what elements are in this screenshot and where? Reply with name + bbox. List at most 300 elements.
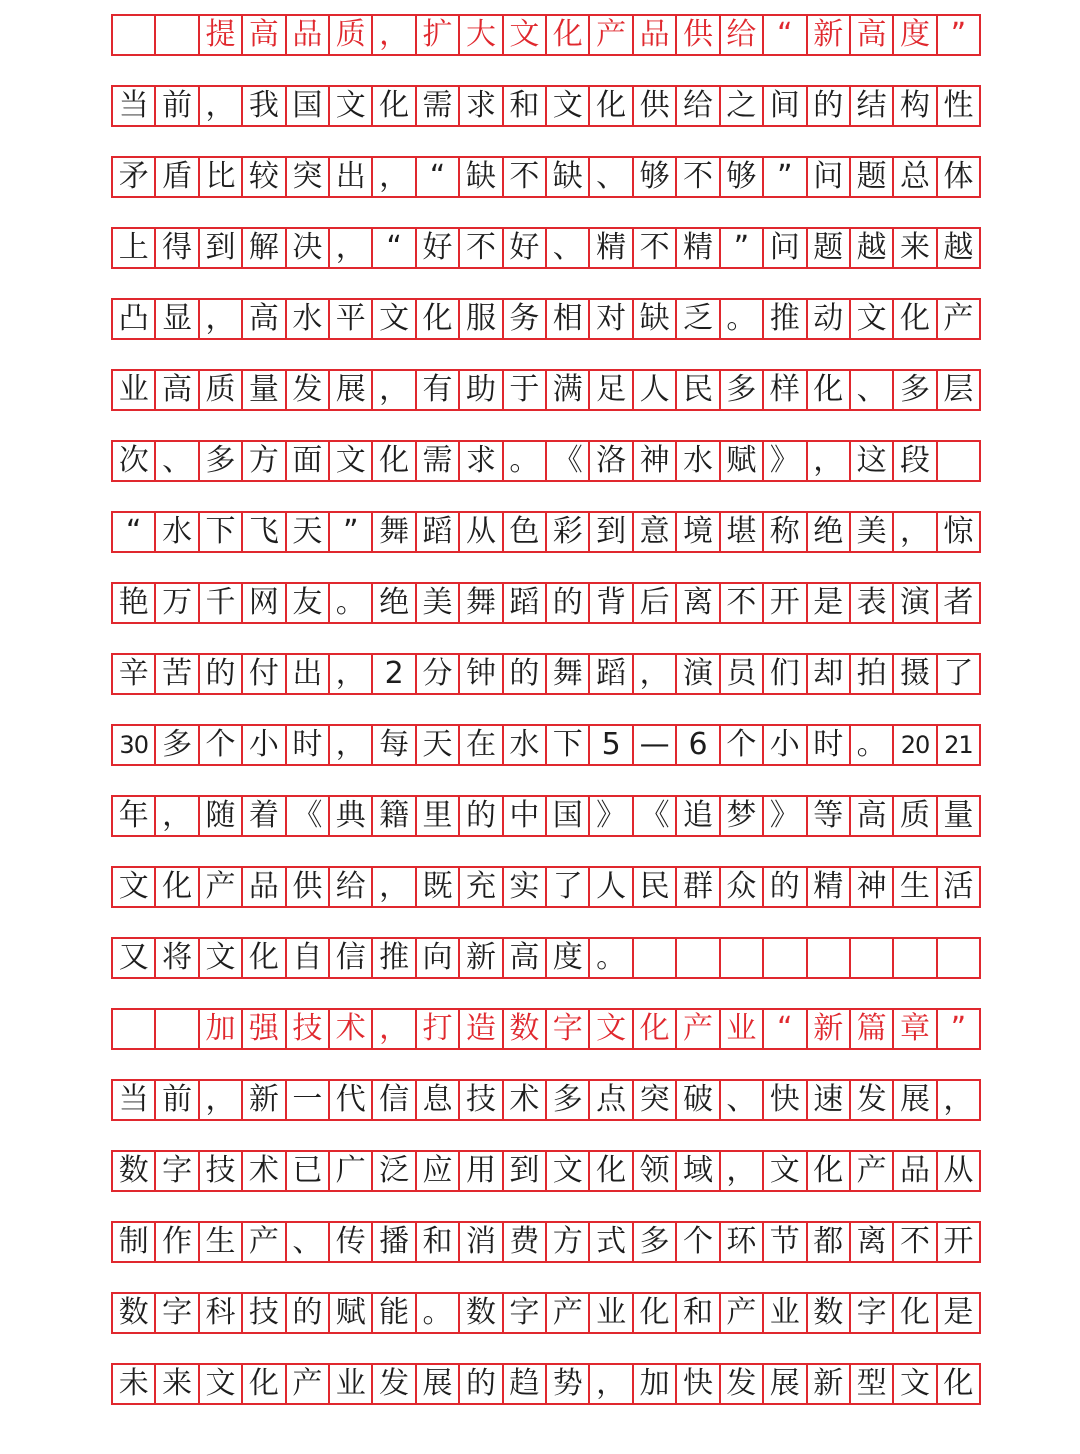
grid-cell: 美	[851, 513, 894, 551]
grid-cell: 于	[504, 371, 547, 409]
grid-cell: 下	[547, 726, 590, 764]
grid-cell: 的	[764, 868, 807, 906]
grid-cell: 化	[808, 371, 851, 409]
grid-cell: 术	[504, 1081, 547, 1119]
grid-cell: 产	[851, 1152, 894, 1190]
grid-cell: 化	[590, 1152, 633, 1190]
grid-cell: 结	[851, 87, 894, 125]
grid-cell	[156, 1010, 199, 1048]
grid-cell: 环	[721, 1223, 764, 1261]
grid-cell: 精	[808, 868, 851, 906]
composition-grid-paper	[111, 14, 981, 1454]
grid-cell: 化	[894, 300, 937, 338]
grid-cell: 样	[764, 371, 807, 409]
grid-cell: 舞	[373, 513, 416, 551]
grid-cell: 用	[460, 1152, 503, 1190]
grid-cell: 。	[851, 726, 894, 764]
grid-cell: 产	[590, 16, 633, 54]
grid-cell: 化	[243, 1365, 286, 1403]
grid-cell: 每	[373, 726, 416, 764]
grid-cell: 品	[634, 16, 677, 54]
grid-cell: 新	[808, 1010, 851, 1048]
grid-cell: 到	[504, 1152, 547, 1190]
grid-cell: 相	[547, 300, 590, 338]
grid-cell: 给	[677, 87, 720, 125]
grid-cell: ”	[938, 16, 981, 54]
grid-cell: ，	[373, 16, 416, 54]
grid-cell: 活	[938, 868, 981, 906]
grid-cell: 字	[851, 1294, 894, 1332]
grid-cell: 意	[634, 513, 677, 551]
grid-cell: 解	[243, 229, 286, 267]
grid-cell: 次	[113, 442, 156, 480]
grid-cell: 数	[113, 1152, 156, 1190]
grid-cell: 化	[634, 1294, 677, 1332]
grid-cell: 充	[460, 868, 503, 906]
grid-cell: 、	[287, 1223, 330, 1261]
grid-cell: 时	[808, 726, 851, 764]
grid-cell: 不	[460, 229, 503, 267]
grid-cell: 精	[677, 229, 720, 267]
grid-cell: 动	[808, 300, 851, 338]
grid-cell: 化	[634, 1010, 677, 1048]
grid-cell: 这	[851, 442, 894, 480]
grid-cell: 水	[504, 726, 547, 764]
grid-cell: 是	[808, 584, 851, 622]
grid-cell: 们	[764, 655, 807, 693]
grid-cell: ，	[721, 1152, 764, 1190]
grid-cell: 广	[330, 1152, 373, 1190]
grid-cell: 高	[243, 16, 286, 54]
grid-cell: 水	[287, 300, 330, 338]
grid-cell: 应	[417, 1152, 460, 1190]
grid-cell: 称	[764, 513, 807, 551]
text-row	[111, 1292, 981, 1334]
grid-cell: 问	[808, 158, 851, 196]
grid-cell: 技	[460, 1081, 503, 1119]
grid-cell: 点	[590, 1081, 633, 1119]
grid-cell: 产	[200, 868, 243, 906]
grid-cell: 化	[938, 1365, 981, 1403]
grid-cell: 供	[677, 16, 720, 54]
grid-cell: 化	[808, 1152, 851, 1190]
grid-cell	[851, 939, 894, 977]
grid-cell: 当	[113, 1081, 156, 1119]
grid-cell: ”	[938, 1010, 981, 1048]
grid-cell: 产	[547, 1294, 590, 1332]
grid-cell: 业	[764, 1294, 807, 1332]
grid-cell: 打	[417, 1010, 460, 1048]
grid-cell: 籍	[373, 797, 416, 835]
grid-cell: 题	[851, 158, 894, 196]
grid-cell: 的	[504, 655, 547, 693]
grid-cell: 业	[113, 371, 156, 409]
grid-cell: 决	[287, 229, 330, 267]
grid-cell: 高	[243, 300, 286, 338]
grid-cell: 质	[330, 16, 373, 54]
grid-cell: 。	[504, 442, 547, 480]
grid-cell: 员	[721, 655, 764, 693]
grid-cell: 蹈	[417, 513, 460, 551]
grid-cell: 舞	[460, 584, 503, 622]
grid-cell: 字	[156, 1152, 199, 1190]
grid-cell: 产	[938, 300, 981, 338]
grid-cell: 传	[330, 1223, 373, 1261]
grid-cell: ，	[156, 797, 199, 835]
grid-cell: 供	[287, 868, 330, 906]
grid-cell: 供	[634, 87, 677, 125]
grid-cell: 绝	[373, 584, 416, 622]
grid-cell: ，	[200, 300, 243, 338]
grid-cell: 业	[330, 1365, 373, 1403]
grid-cell: “	[113, 513, 156, 551]
grid-cell: 《	[287, 797, 330, 835]
grid-cell: 洛	[590, 442, 633, 480]
grid-cell: 。	[590, 939, 633, 977]
grid-cell: 凸	[113, 300, 156, 338]
grid-cell: 加	[634, 1365, 677, 1403]
grid-cell: 又	[113, 939, 156, 977]
grid-cell: 开	[764, 584, 807, 622]
grid-cell: 矛	[113, 158, 156, 196]
grid-cell: 不	[721, 584, 764, 622]
grid-cell: 数	[808, 1294, 851, 1332]
grid-cell: 梦	[721, 797, 764, 835]
grid-cell: 高	[504, 939, 547, 977]
grid-cell: 高	[851, 16, 894, 54]
grid-cell: 需	[417, 87, 460, 125]
grid-cell: 化	[156, 868, 199, 906]
grid-cell: 文	[200, 939, 243, 977]
grid-cell: 的	[460, 797, 503, 835]
grid-cell: 追	[677, 797, 720, 835]
grid-cell: 网	[243, 584, 286, 622]
grid-cell: ，	[808, 442, 851, 480]
grid-cell: 惊	[938, 513, 981, 551]
grid-cell: 了	[938, 655, 981, 693]
grid-cell: 钟	[460, 655, 503, 693]
grid-cell: 给	[330, 868, 373, 906]
grid-cell	[938, 939, 981, 977]
grid-cell: 21	[938, 726, 981, 764]
grid-cell: 数	[504, 1010, 547, 1048]
grid-cell: 有	[417, 371, 460, 409]
grid-cell: 量	[938, 797, 981, 835]
grid-cell: 展	[330, 371, 373, 409]
grid-cell: 务	[504, 300, 547, 338]
grid-cell: 前	[156, 87, 199, 125]
grid-cell: 需	[417, 442, 460, 480]
grid-cell: 满	[547, 371, 590, 409]
grid-cell: 破	[677, 1081, 720, 1119]
grid-cell: 化	[590, 87, 633, 125]
grid-cell: 化	[373, 87, 416, 125]
grid-cell: 从	[460, 513, 503, 551]
grid-cell: 提	[200, 16, 243, 54]
grid-cell: 离	[677, 584, 720, 622]
grid-cell: —	[634, 726, 677, 764]
grid-cell: 国	[287, 87, 330, 125]
text-row	[111, 85, 981, 127]
grid-cell: 显	[156, 300, 199, 338]
grid-cell: 既	[417, 868, 460, 906]
grid-cell: 开	[938, 1223, 981, 1261]
grid-cell: ，	[373, 1010, 416, 1048]
text-row	[111, 511, 981, 553]
grid-cell: 化	[243, 939, 286, 977]
grid-cell: ，	[200, 87, 243, 125]
grid-cell: 发	[851, 1081, 894, 1119]
grid-cell: 文	[894, 1365, 937, 1403]
grid-cell: 发	[721, 1365, 764, 1403]
grid-cell: 强	[243, 1010, 286, 1048]
grid-cell: 等	[808, 797, 851, 835]
grid-cell: 多	[721, 371, 764, 409]
grid-cell: 新	[460, 939, 503, 977]
grid-cell: 年	[113, 797, 156, 835]
grid-cell: 越	[851, 229, 894, 267]
grid-cell: 层	[938, 371, 981, 409]
grid-cell: 快	[764, 1081, 807, 1119]
grid-cell: 化	[373, 442, 416, 480]
grid-cell: 好	[417, 229, 460, 267]
grid-cell: 扩	[417, 16, 460, 54]
grid-cell: 助	[460, 371, 503, 409]
grid-cell: 业	[590, 1294, 633, 1332]
grid-cell: 出	[287, 655, 330, 693]
grid-cell: 和	[504, 87, 547, 125]
grid-cell: 典	[330, 797, 373, 835]
grid-cell: ，	[894, 513, 937, 551]
text-row	[111, 653, 981, 695]
grid-cell: 着	[243, 797, 286, 835]
grid-cell: 字	[156, 1294, 199, 1332]
grid-cell: 神	[851, 868, 894, 906]
grid-cell: 推	[373, 939, 416, 977]
grid-cell: 民	[677, 371, 720, 409]
grid-cell: 不	[504, 158, 547, 196]
grid-cell: 我	[243, 87, 286, 125]
grid-cell: 产	[677, 1010, 720, 1048]
grid-cell: 领	[634, 1152, 677, 1190]
grid-cell	[721, 939, 764, 977]
grid-cell: 技	[243, 1294, 286, 1332]
grid-cell: “	[764, 1010, 807, 1048]
grid-cell: 文	[547, 87, 590, 125]
grid-cell: 化	[894, 1294, 937, 1332]
grid-cell: 突	[634, 1081, 677, 1119]
grid-cell: “	[764, 16, 807, 54]
grid-cell: 蹈	[590, 655, 633, 693]
grid-cell: 。	[721, 300, 764, 338]
grid-cell: 服	[460, 300, 503, 338]
grid-cell: 势	[547, 1365, 590, 1403]
grid-cell: 万	[156, 584, 199, 622]
grid-cell: 彩	[547, 513, 590, 551]
grid-cell: 速	[808, 1081, 851, 1119]
grid-cell: 总	[894, 158, 937, 196]
grid-cell	[938, 442, 981, 480]
grid-cell: 演	[894, 584, 937, 622]
text-row	[111, 156, 981, 198]
grid-cell: 较	[243, 158, 286, 196]
grid-cell: 求	[460, 87, 503, 125]
grid-cell: 对	[590, 300, 633, 338]
grid-cell: 拍	[851, 655, 894, 693]
grid-cell: 够	[721, 158, 764, 196]
grid-cell: 度	[894, 16, 937, 54]
grid-cell: 质	[200, 371, 243, 409]
grid-cell: 2	[373, 655, 416, 693]
grid-cell	[894, 939, 937, 977]
grid-cell: 舞	[547, 655, 590, 693]
grid-cell: ，	[373, 371, 416, 409]
grid-cell: 作	[156, 1223, 199, 1261]
grid-cell: 一	[287, 1081, 330, 1119]
grid-cell: 前	[156, 1081, 199, 1119]
grid-cell: 题	[808, 229, 851, 267]
grid-cell: 里	[417, 797, 460, 835]
grid-cell: 求	[460, 442, 503, 480]
grid-cell: 消	[460, 1223, 503, 1261]
grid-cell: 面	[287, 442, 330, 480]
grid-cell: 下	[200, 513, 243, 551]
grid-cell: 够	[634, 158, 677, 196]
grid-cell: 小	[243, 726, 286, 764]
grid-cell: 演	[677, 655, 720, 693]
grid-cell: 量	[243, 371, 286, 409]
grid-cell: ”	[764, 158, 807, 196]
grid-cell: 造	[460, 1010, 503, 1048]
grid-cell: 、	[156, 442, 199, 480]
grid-cell: 的	[200, 655, 243, 693]
grid-cell: 蹈	[504, 584, 547, 622]
grid-cell: 。	[330, 584, 373, 622]
grid-cell: 20	[894, 726, 937, 764]
grid-cell: 。	[417, 1294, 460, 1332]
grid-cell: 之	[721, 87, 764, 125]
grid-cell: 人	[634, 371, 677, 409]
grid-cell: 的	[808, 87, 851, 125]
grid-cell: 美	[417, 584, 460, 622]
grid-cell: 乏	[677, 300, 720, 338]
grid-cell: 缺	[634, 300, 677, 338]
grid-cell: 高	[156, 371, 199, 409]
grid-cell: 术	[243, 1152, 286, 1190]
grid-cell: 》	[764, 442, 807, 480]
grid-cell: 和	[677, 1294, 720, 1332]
grid-cell: 推	[764, 300, 807, 338]
grid-cell: 质	[894, 797, 937, 835]
grid-cell: 展	[417, 1365, 460, 1403]
grid-cell: 文	[504, 16, 547, 54]
grid-cell: 友	[287, 584, 330, 622]
grid-cell: 多	[200, 442, 243, 480]
grid-cell: 》	[764, 797, 807, 835]
grid-cell: 精	[590, 229, 633, 267]
grid-cell: 来	[894, 229, 937, 267]
grid-cell: 出	[330, 158, 373, 196]
grid-cell: 缺	[460, 158, 503, 196]
grid-cell: 数	[113, 1294, 156, 1332]
grid-cell: 方	[243, 442, 286, 480]
grid-cell: 息	[417, 1081, 460, 1119]
text-row	[111, 227, 981, 269]
grid-cell: 发	[287, 371, 330, 409]
grid-cell: 体	[938, 158, 981, 196]
grid-cell	[808, 939, 851, 977]
grid-cell: 技	[287, 1010, 330, 1048]
grid-cell: 能	[373, 1294, 416, 1332]
grid-cell: 数	[460, 1294, 503, 1332]
grid-cell: 节	[764, 1223, 807, 1261]
grid-cell: 苦	[156, 655, 199, 693]
grid-cell: 天	[287, 513, 330, 551]
text-row	[111, 724, 981, 766]
grid-cell: 品	[243, 868, 286, 906]
grid-cell: 赋	[330, 1294, 373, 1332]
grid-cell: 和	[417, 1223, 460, 1261]
grid-cell: 文	[330, 87, 373, 125]
grid-cell: 文	[200, 1365, 243, 1403]
grid-cell: 将	[156, 939, 199, 977]
grid-cell: 足	[590, 371, 633, 409]
grid-cell: 趋	[504, 1365, 547, 1403]
grid-cell: 性	[938, 87, 981, 125]
grid-cell: ”	[721, 229, 764, 267]
grid-cell: 6	[677, 726, 720, 764]
grid-cell: 文	[590, 1010, 633, 1048]
grid-cell: 的	[547, 584, 590, 622]
grid-cell: 不	[894, 1223, 937, 1261]
grid-cell: ，	[373, 868, 416, 906]
grid-cell: 信	[330, 939, 373, 977]
grid-cell: 水	[677, 442, 720, 480]
text-row	[111, 1221, 981, 1263]
grid-cell: 到	[590, 513, 633, 551]
grid-cell: 新	[808, 1365, 851, 1403]
grid-cell: 离	[851, 1223, 894, 1261]
grid-cell: 》	[590, 797, 633, 835]
grid-cell: 在	[460, 726, 503, 764]
text-row	[111, 866, 981, 908]
grid-cell: 后	[634, 584, 677, 622]
grid-cell: 是	[938, 1294, 981, 1332]
grid-cell: ，	[634, 655, 677, 693]
grid-cell: 了	[547, 868, 590, 906]
grid-cell: 、	[721, 1081, 764, 1119]
grid-cell	[677, 939, 720, 977]
grid-cell: 文	[547, 1152, 590, 1190]
grid-cell: 式	[590, 1223, 633, 1261]
grid-cell: 文	[851, 300, 894, 338]
grid-cell: 5	[590, 726, 633, 764]
text-row	[111, 298, 981, 340]
grid-cell: 比	[200, 158, 243, 196]
grid-cell: 个	[200, 726, 243, 764]
grid-cell: 艳	[113, 584, 156, 622]
grid-cell: 天	[417, 726, 460, 764]
text-row	[111, 440, 981, 482]
grid-cell: 品	[894, 1152, 937, 1190]
grid-cell: 者	[938, 584, 981, 622]
grid-cell: 产	[721, 1294, 764, 1332]
grid-cell: 得	[156, 229, 199, 267]
text-row	[111, 937, 981, 979]
grid-cell: 展	[894, 1081, 937, 1119]
grid-cell: 代	[330, 1081, 373, 1119]
grid-cell: 时	[287, 726, 330, 764]
